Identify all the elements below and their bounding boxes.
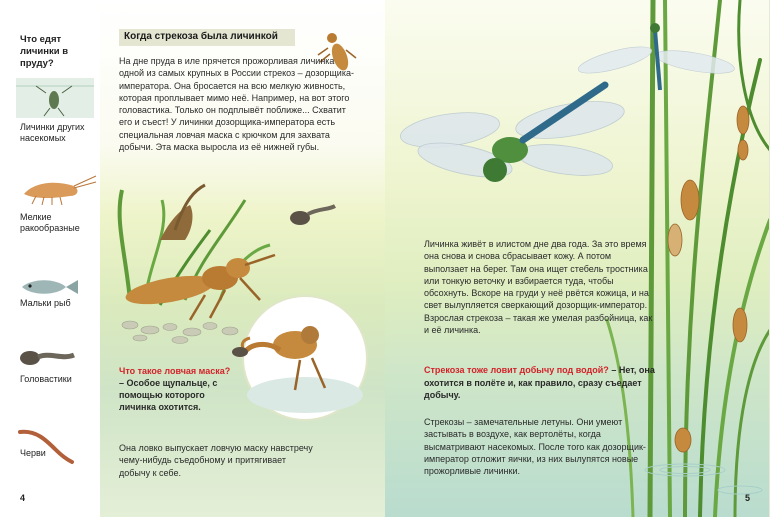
mask-paragraph: Она ловко выпускает ловчую маску навстречу чему-нибудь съедобному и притягивает добычу к себе. [119, 443, 313, 478]
page-heading: Когда стрекоза была личинкой [124, 31, 278, 42]
sidebar-title: Что едят личинки в пруду? [20, 34, 69, 69]
shrimp-icon [16, 172, 98, 208]
fish-fry-icon [16, 276, 80, 298]
mask-question: Что такое ловчая маска? [119, 366, 231, 376]
sidebar-label-insect-larvae: Личинки других насекомых [20, 122, 85, 143]
sidebar [0, 0, 100, 517]
sidebar-label-worm: Черви [20, 448, 46, 458]
life-cycle-paragraph: Личинка живёт в илистом дне два года. За это время она снова и снова сбрасывает кожу. А потом выползает на берег. Там она ищет стебель тростника или тонкую веточку и взбирается туда, чтобы обсохнуть. Вскоре на груди у неё рвётся кожица, и на свет вылупляется сверкающий дозорщик-император. Взрослая стрекоза – такая же умелая разбойница, как и её личинка. [424, 239, 653, 336]
tadpole-figure [290, 206, 335, 225]
intro-paragraph: На дне пруда в иле прячется прожорливая личинка одной из самых крупных в России стрекоз – дозорщика-императора. Она бросается на всю мелкую живность, которая проплывает мимо неё. Например, на вот этого головастика. Только он подплывёт поближе... Схватит его и съест! У личинки дозорщика-императора есть специальная ловчая маска с крючком для захвата добычи. Эта маска выросла из её нижней губы. [119, 56, 354, 153]
prey-question-block [424, 364, 656, 402]
mask-question-block [119, 365, 234, 413]
dragonfly-large-figure [398, 85, 627, 184]
insect-larvae-icon [16, 78, 94, 118]
sidebar-label-shrimp: Мелкие ракообразные [20, 212, 80, 233]
tadpole-icon [16, 346, 76, 370]
page-number-right: 5 [745, 493, 751, 503]
prey-answer: – Нет, она охотится в полёте и, как правило, сразу съедает добычу. [424, 365, 655, 400]
prey-question: Стрекоза тоже ловит добычу под водой? [424, 365, 609, 375]
worm-icon [16, 426, 76, 466]
flyer-paragraph: Стрекозы – замечательные летуны. Они умеют застывать в воздухе, как вертолёты, когда высматривают насекомых. После того как дозорщик-император отложит яички, из них вылупятся новые прожорливые личинки. [424, 417, 646, 477]
magnified-mask-circle [232, 296, 367, 420]
page-number-left: 4 [20, 493, 26, 503]
sidebar-label-tadpole: Головастики [20, 374, 72, 384]
sidebar-label-fish-fry: Мальки рыб [20, 298, 71, 308]
dragonfly-larva-figure [124, 255, 275, 320]
mask-answer: – Особое щупальце, с помощью которого личинка охотится. [119, 378, 218, 412]
